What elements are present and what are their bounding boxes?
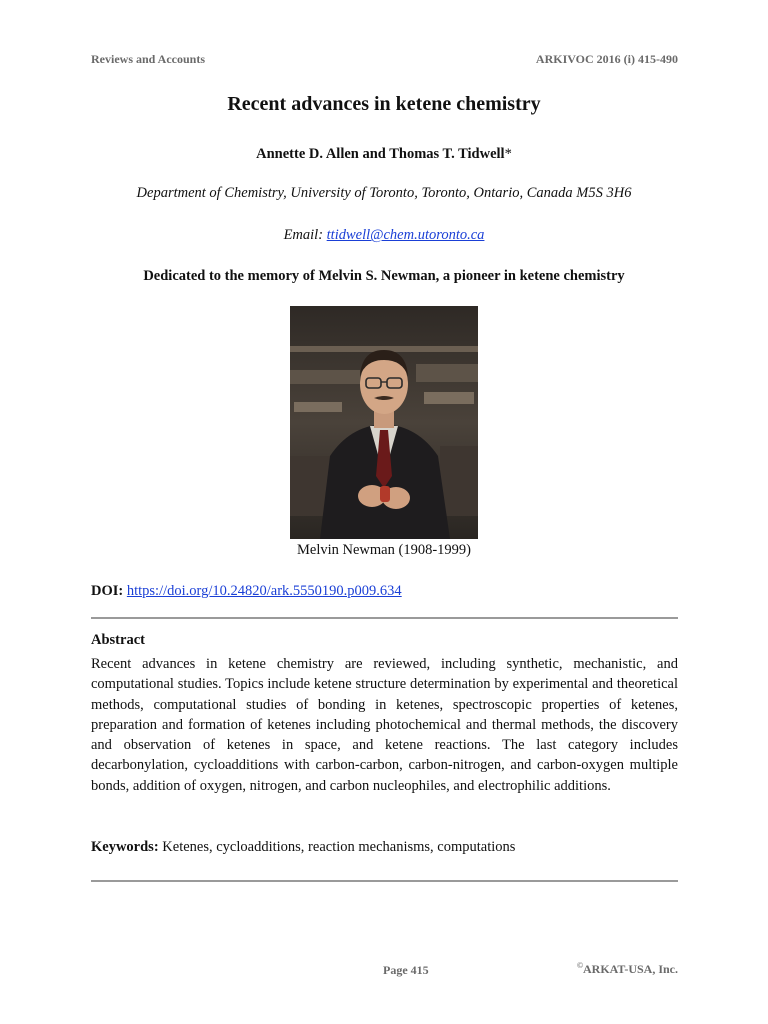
portrait-photo xyxy=(290,306,478,539)
author-names: Annette D. Allen and Thomas T. Tidwell xyxy=(256,146,505,162)
abstract-heading: Abstract xyxy=(91,632,145,648)
abstract-text: Recent advances in ketene chemistry are reviewed, including synthetic, mechanistic, and computational studies. Topics include ketene structure determination by experimental and theoretical methods, computational studies of bonding in ketenes, spectroscopic properties of ketenes, preparation and formation of ketenes including photochemical and thermal methods, the discovery and observation of ketenes in space, and ketene reactions. The last category includes decarbonylation, cycloadditions with carbon-carbon, carbon-nitrogen, and carbon-oxygen multiple bonds, addition of oxygen, nitrogen, and carbon nucleophiles, and electrophilic additions. xyxy=(91,656,678,794)
copyright xyxy=(577,961,678,977)
copyright-symbol: © xyxy=(577,961,583,970)
page-number: Page 415 xyxy=(383,963,429,977)
doi-link[interactable]: https://doi.org/10.24820/ark.5550190.p009.634 xyxy=(126,583,402,599)
section-divider-top xyxy=(91,617,678,619)
email-label: Email: xyxy=(283,227,327,243)
doi-label: DOI: xyxy=(91,583,127,599)
paper-title: Recent advances in ketene chemistry xyxy=(227,93,541,115)
running-header-right: ARKIVOC 2016 (i) 415-490 xyxy=(535,52,678,66)
dedication: Dedicated to the memory of Melvin S. Newman, a pioneer in ketene chemistry xyxy=(143,268,625,284)
section-divider-bottom xyxy=(91,880,678,882)
corresponding-author-mark: * xyxy=(504,146,512,162)
author-line xyxy=(0,146,768,163)
keywords-text: Ketenes, cycloadditions, reaction mechanisms, computations xyxy=(162,839,516,855)
photo-caption: Melvin Newman (1908-1999) xyxy=(297,542,471,558)
email-line xyxy=(0,227,768,244)
doi-line xyxy=(91,583,402,600)
copyright-text: ARKAT-USA, Inc. xyxy=(582,962,678,976)
running-header-left: Reviews and Accounts xyxy=(91,52,206,66)
keywords-label: Keywords: xyxy=(91,839,163,855)
affiliation: Department of Chemistry, University of Toronto, Toronto, Ontario, Canada M5S 3H6 xyxy=(136,185,632,201)
keywords-line xyxy=(91,839,515,856)
portrait-illustration xyxy=(290,306,478,539)
email-link[interactable]: ttidwell@chem.utoronto.ca xyxy=(326,227,485,243)
